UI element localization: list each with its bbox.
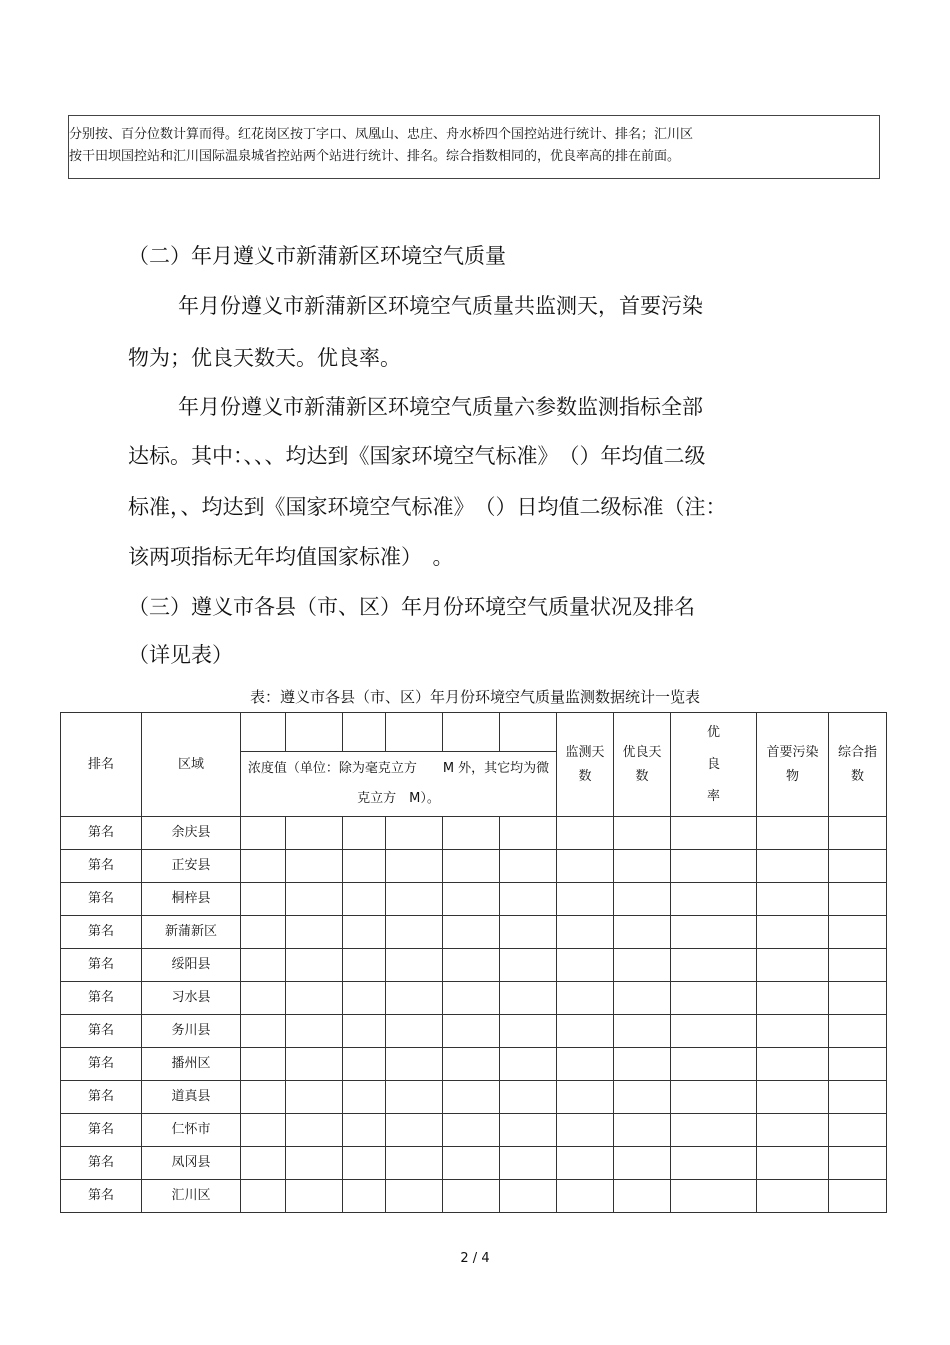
section2-heading: （二）年月遵义市新蒲新区环境空气质量 (128, 244, 506, 268)
value-cell (757, 1114, 829, 1147)
value-cell (386, 1114, 443, 1147)
value-cell (829, 1180, 887, 1213)
area-cell: 习水县 (142, 982, 241, 1015)
value-cell (557, 916, 614, 949)
header-monitor-days: 监测天数 (557, 713, 614, 817)
rank-cell: 第名 (61, 883, 142, 916)
value-cell (500, 817, 557, 850)
value-cell (241, 949, 286, 982)
value-cell (286, 883, 343, 916)
value-cell (757, 1147, 829, 1180)
value-cell (500, 1147, 557, 1180)
value-cell (241, 916, 286, 949)
value-cell (757, 916, 829, 949)
area-cell: 播州区 (142, 1048, 241, 1081)
value-cell (829, 1147, 887, 1180)
value-cell (386, 1081, 443, 1114)
value-cell (557, 982, 614, 1015)
value-cell (614, 982, 671, 1015)
header-pollutant-cell (386, 713, 443, 752)
section2-p2-line4: 该两项指标无年均值国家标准） 。 (128, 545, 454, 569)
value-cell (671, 1114, 757, 1147)
value-cell (757, 1180, 829, 1213)
area-cell: 余庆县 (142, 817, 241, 850)
value-cell (286, 1015, 343, 1048)
section2-p2-line1: 年月份遵义市新蒲新区环境空气质量六参数监测指标全部 (178, 395, 703, 419)
section2-p2-line3: 标准，、均达到《国家环境空气标准》 （）日均值二级标准（注： (128, 495, 727, 519)
value-cell (500, 949, 557, 982)
value-cell (671, 982, 757, 1015)
rank-cell: 第名 (61, 817, 142, 850)
value-cell (343, 1147, 386, 1180)
value-cell (671, 1147, 757, 1180)
area-cell: 务川县 (142, 1015, 241, 1048)
table-row (61, 916, 887, 949)
value-cell (500, 916, 557, 949)
value-cell (241, 1048, 286, 1081)
rank-cell: 第名 (61, 982, 142, 1015)
value-cell (500, 1048, 557, 1081)
air-quality-table (60, 712, 887, 1213)
value-cell (671, 850, 757, 883)
value-cell (757, 1048, 829, 1081)
value-cell (386, 1048, 443, 1081)
value-cell (614, 916, 671, 949)
value-cell (500, 982, 557, 1015)
rank-cell: 第名 (61, 949, 142, 982)
header-pollutant-cell (500, 713, 557, 752)
value-cell (671, 916, 757, 949)
value-cell (557, 1081, 614, 1114)
value-cell (829, 1015, 887, 1048)
header-pollutant-cell (241, 713, 286, 752)
value-cell (829, 1114, 887, 1147)
page-number: 2 / 4 (460, 1251, 490, 1266)
area-cell: 仁怀市 (142, 1114, 241, 1147)
value-cell (386, 1180, 443, 1213)
value-cell (557, 850, 614, 883)
value-cell (500, 1114, 557, 1147)
value-cell (443, 817, 500, 850)
value-cell (343, 817, 386, 850)
header-pollutant-cell (286, 713, 343, 752)
rank-cell: 第名 (61, 1015, 142, 1048)
value-cell (386, 850, 443, 883)
table-row (61, 1180, 887, 1213)
value-cell (757, 1081, 829, 1114)
value-cell (614, 949, 671, 982)
header-primary-pollutant: 首要污染物 (757, 713, 829, 817)
value-cell (386, 1015, 443, 1048)
value-cell (557, 1048, 614, 1081)
value-cell (241, 1114, 286, 1147)
value-cell (500, 1081, 557, 1114)
note-line-1: 分别按、百分位数计算而得。红花岗区按丁字口、凤凰山、忠庄、舟水桥四个国控站进行统计、排名；汇川区 (69, 127, 694, 142)
value-cell (443, 1114, 500, 1147)
area-cell: 正安县 (142, 850, 241, 883)
value-cell (286, 949, 343, 982)
value-cell (443, 1015, 500, 1048)
header-pollutant-cell (343, 713, 386, 752)
table-row (61, 1147, 887, 1180)
value-cell (557, 817, 614, 850)
value-cell (829, 883, 887, 916)
header-good-days: 优良天数 (614, 713, 671, 817)
value-cell (557, 1015, 614, 1048)
section2-p1-line1: 年月份遵义市新蒲新区环境空气质量共监测天，首要污染 (178, 294, 703, 318)
value-cell (286, 1147, 343, 1180)
value-cell (241, 883, 286, 916)
value-cell (241, 982, 286, 1015)
value-cell (500, 883, 557, 916)
table-row (61, 883, 887, 916)
value-cell (671, 1180, 757, 1213)
value-cell (757, 1015, 829, 1048)
value-cell (443, 1180, 500, 1213)
value-cell (241, 1015, 286, 1048)
area-cell: 道真县 (142, 1081, 241, 1114)
value-cell (386, 949, 443, 982)
value-cell (443, 982, 500, 1015)
value-cell (343, 1180, 386, 1213)
rank-cell: 第名 (61, 916, 142, 949)
table-row (61, 949, 887, 982)
value-cell (241, 1147, 286, 1180)
rank-cell: 第名 (61, 850, 142, 883)
table-row (61, 1081, 887, 1114)
value-cell (286, 817, 343, 850)
value-cell (829, 817, 887, 850)
value-cell (443, 916, 500, 949)
value-cell (443, 1081, 500, 1114)
table-row (61, 817, 887, 850)
value-cell (671, 1081, 757, 1114)
value-cell (343, 1114, 386, 1147)
value-cell (671, 1015, 757, 1048)
value-cell (614, 1180, 671, 1213)
value-cell (614, 1081, 671, 1114)
value-cell (241, 850, 286, 883)
value-cell (614, 883, 671, 916)
table-row (61, 850, 887, 883)
value-cell (671, 1048, 757, 1081)
rank-cell: 第名 (61, 1114, 142, 1147)
note-box (68, 115, 880, 179)
section3-heading: （三）遵义市各县（市、区）年月份环境空气质量状况及排名 (128, 595, 695, 619)
value-cell (671, 817, 757, 850)
value-cell (671, 949, 757, 982)
table-row (61, 1048, 887, 1081)
value-cell (386, 916, 443, 949)
value-cell (443, 1048, 500, 1081)
value-cell (557, 1147, 614, 1180)
value-cell (757, 850, 829, 883)
value-cell (443, 1147, 500, 1180)
section3-subheading: （详见表） (128, 643, 233, 667)
value-cell (286, 982, 343, 1015)
header-composite-index: 综合指数 (829, 713, 887, 817)
value-cell (241, 1180, 286, 1213)
header-concentration: 浓度值（单位：除为毫克立方 M 外，其它均为微克立方 M）。 (241, 752, 557, 817)
value-cell (829, 1048, 887, 1081)
table-row (61, 982, 887, 1015)
value-cell (829, 916, 887, 949)
value-cell (671, 883, 757, 916)
rank-cell: 第名 (61, 1147, 142, 1180)
value-cell (386, 817, 443, 850)
value-cell (286, 1081, 343, 1114)
value-cell (241, 817, 286, 850)
area-cell: 桐梓县 (142, 883, 241, 916)
value-cell (286, 916, 343, 949)
value-cell (614, 1048, 671, 1081)
value-cell (343, 1081, 386, 1114)
value-cell (557, 1180, 614, 1213)
header-good-rate-text: 优良率 (706, 724, 720, 804)
value-cell (614, 1147, 671, 1180)
value-cell (557, 1114, 614, 1147)
value-cell (386, 883, 443, 916)
value-cell (614, 1015, 671, 1048)
area-cell: 绥阳县 (142, 949, 241, 982)
area-cell: 汇川区 (142, 1180, 241, 1213)
value-cell (500, 850, 557, 883)
area-cell: 凤冈县 (142, 1147, 241, 1180)
value-cell (443, 883, 500, 916)
value-cell (557, 949, 614, 982)
value-cell (829, 982, 887, 1015)
value-cell (343, 850, 386, 883)
value-cell (757, 949, 829, 982)
value-cell (343, 916, 386, 949)
value-cell (286, 1180, 343, 1213)
value-cell (557, 883, 614, 916)
table-caption: 表：遵义市各县（市、区）年月份环境空气质量监测数据统计一览表 (249, 688, 700, 706)
value-cell (829, 1081, 887, 1114)
header-good-rate (671, 713, 757, 817)
value-cell (386, 982, 443, 1015)
value-cell (343, 949, 386, 982)
header-area: 区域 (142, 713, 241, 817)
value-cell (343, 1048, 386, 1081)
value-cell (286, 1048, 343, 1081)
value-cell (286, 850, 343, 883)
table-row (61, 1114, 887, 1147)
value-cell (757, 817, 829, 850)
value-cell (829, 850, 887, 883)
value-cell (386, 1147, 443, 1180)
section2-p2-line2: 达标。其中：、、、均达到《国家环境空气标准》 （）年均值二级 (128, 444, 706, 468)
header-rank: 排名 (61, 713, 142, 817)
header-pollutant-cell (443, 713, 500, 752)
value-cell (241, 1081, 286, 1114)
value-cell (343, 982, 386, 1015)
value-cell (500, 1180, 557, 1213)
value-cell (757, 883, 829, 916)
rank-cell: 第名 (61, 1048, 142, 1081)
table-row (61, 1015, 887, 1048)
value-cell (614, 1114, 671, 1147)
value-cell (443, 850, 500, 883)
rank-cell: 第名 (61, 1081, 142, 1114)
value-cell (829, 949, 887, 982)
area-cell: 新蒲新区 (142, 916, 241, 949)
note-line-2: 按干田坝国控站和汇川国际温泉城省控站两个站进行统计、排名。综合指数相同的，优良率高的排在前面。 (69, 149, 681, 164)
value-cell (443, 949, 500, 982)
value-cell (343, 883, 386, 916)
value-cell (500, 1015, 557, 1048)
value-cell (286, 1114, 343, 1147)
value-cell (614, 850, 671, 883)
section2-p1-line2: 物为；优良天数天。优良率。 (128, 346, 401, 370)
value-cell (343, 1015, 386, 1048)
value-cell (614, 817, 671, 850)
rank-cell: 第名 (61, 1180, 142, 1213)
value-cell (757, 982, 829, 1015)
